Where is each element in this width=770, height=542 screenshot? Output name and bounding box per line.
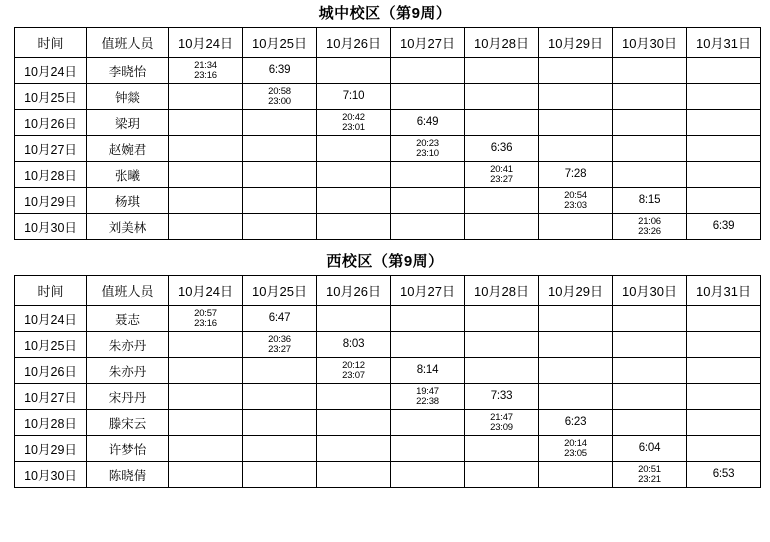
table-header-row [15,28,761,58]
duty-time-cell [317,384,391,410]
duty-time-cell [465,136,539,162]
time-value: 23:16 [194,317,217,329]
time-value: 20:58 [268,85,291,97]
time-value: 21:47 [490,411,513,423]
row-staff: 朱亦丹 [87,332,169,358]
time-slot [539,436,612,461]
duty-time-cell [465,384,539,410]
time-slot [539,162,612,187]
duty-time-cell [539,410,613,436]
duty-time-cell [391,358,465,384]
section-title: 城中校区（第9周） [318,5,452,22]
duty-time-cell [687,188,761,214]
duty-time-cell [169,188,243,214]
section-divider [14,240,756,248]
duty-time-cell [169,358,243,384]
duty-time-cell [169,58,243,84]
duty-time-cell [243,136,317,162]
duty-time-cell [391,462,465,488]
row-date: 10月29日 [15,436,87,462]
duty-time-cell [169,162,243,188]
duty-time-cell [687,436,761,462]
duty-time-cell [243,436,317,462]
duty-time-cell [169,84,243,110]
time-slot [687,214,760,239]
table-row [15,358,761,384]
time-value: 20:42 [342,111,365,123]
duty-table [14,275,761,488]
duty-time-cell [539,58,613,84]
duty-time-cell [243,110,317,136]
column-header-date: 10月29日 [539,276,613,306]
time-value: 8:03 [342,338,365,351]
duty-time-cell [465,162,539,188]
section-title: 西校区（第9周） [326,253,444,270]
duty-time-cell [613,358,687,384]
duty-time-cell [169,384,243,410]
duty-time-cell [243,84,317,110]
duty-time-cell [391,136,465,162]
duty-time-cell [243,410,317,436]
table-row [15,162,761,188]
duty-time-cell [391,110,465,136]
row-date: 10月26日 [15,358,87,384]
column-header-date: 10月24日 [169,276,243,306]
duty-time-cell [539,436,613,462]
row-date: 10月27日 [15,136,87,162]
row-staff: 张曦 [87,162,169,188]
duty-time-cell [465,332,539,358]
time-value: 7:33 [490,390,513,403]
duty-time-cell [687,58,761,84]
time-slot [169,306,242,331]
column-header-time: 时间 [15,276,87,306]
duty-time-cell [169,306,243,332]
table-row [15,410,761,436]
column-header-date: 10月27日 [391,28,465,58]
duty-time-cell [243,162,317,188]
duty-time-cell [465,58,539,84]
table-row [15,58,761,84]
time-value: 22:38 [416,395,439,407]
duty-time-cell [243,58,317,84]
time-slot [465,136,538,161]
time-value: 23:05 [564,447,587,459]
column-header-date: 10月27日 [391,276,465,306]
row-date: 10月25日 [15,332,87,358]
time-value: 6:23 [564,416,587,429]
time-value: 7:28 [564,168,587,181]
duty-time-cell [391,384,465,410]
duty-time-cell [169,136,243,162]
time-slot [613,214,686,239]
time-slot [539,188,612,213]
time-value: 8:15 [638,194,661,207]
duty-time-cell [687,162,761,188]
row-date: 10月30日 [15,214,87,240]
time-slot [317,332,390,357]
duty-time-cell [317,162,391,188]
duty-time-cell [317,358,391,384]
duty-time-cell [613,306,687,332]
row-staff: 杨琪 [87,188,169,214]
row-date: 10月30日 [15,462,87,488]
time-value: 23:27 [268,343,291,355]
duty-time-cell [391,188,465,214]
time-value: 23:01 [342,121,365,133]
duty-time-cell [687,136,761,162]
duty-time-cell [687,384,761,410]
duty-time-cell [243,306,317,332]
table-row [15,462,761,488]
row-staff: 许梦怡 [87,436,169,462]
duty-time-cell [465,84,539,110]
row-date: 10月26日 [15,110,87,136]
duty-time-cell [169,462,243,488]
duty-time-cell [317,214,391,240]
row-date: 10月28日 [15,410,87,436]
row-staff: 滕宋云 [87,410,169,436]
time-value: 6:39 [712,220,735,233]
column-header-date: 10月30日 [613,28,687,58]
row-staff: 李晓怡 [87,58,169,84]
duty-time-cell [539,384,613,410]
time-value: 23:10 [416,147,439,159]
duty-time-cell [169,410,243,436]
time-slot [391,136,464,161]
table-row [15,110,761,136]
duty-time-cell [687,332,761,358]
duty-time-cell [465,410,539,436]
time-value: 20:41 [490,163,513,175]
time-value: 8:14 [416,364,439,377]
time-value: 20:51 [638,463,661,475]
duty-time-cell [465,306,539,332]
time-slot [539,410,612,435]
time-value: 6:47 [268,312,291,325]
column-header-date: 10月30日 [613,276,687,306]
row-date: 10月29日 [15,188,87,214]
time-slot [465,162,538,187]
duty-time-cell [391,84,465,110]
time-value: 6:36 [490,142,513,155]
time-slot [465,384,538,409]
schedule-section [14,0,756,240]
duty-time-cell [317,462,391,488]
duty-time-cell [317,436,391,462]
time-value: 6:53 [712,468,735,481]
column-header-staff: 值班人员 [87,276,169,306]
duty-table [14,27,761,240]
duty-time-cell [391,58,465,84]
row-staff: 宋丹丹 [87,384,169,410]
duty-time-cell [687,306,761,332]
time-slot [391,384,464,409]
time-value: 23:16 [194,69,217,81]
time-slot [317,84,390,109]
duty-time-cell [687,462,761,488]
table-row [15,384,761,410]
time-value: 23:21 [638,473,661,485]
duty-time-cell [687,410,761,436]
duty-time-cell [687,110,761,136]
column-header-date: 10月26日 [317,28,391,58]
time-slot [613,436,686,461]
duty-time-cell [243,188,317,214]
time-slot [465,410,538,435]
table-row [15,306,761,332]
column-header-date: 10月24日 [169,28,243,58]
row-date: 10月24日 [15,306,87,332]
duty-time-cell [465,358,539,384]
duty-time-cell [243,384,317,410]
duty-time-cell [317,188,391,214]
table-row [15,332,761,358]
duty-time-cell [465,214,539,240]
duty-time-cell [317,110,391,136]
row-staff: 刘美林 [87,214,169,240]
row-date: 10月28日 [15,162,87,188]
duty-time-cell [391,162,465,188]
time-value: 6:49 [416,116,439,129]
duty-time-cell [613,410,687,436]
row-staff: 朱亦丹 [87,358,169,384]
time-value: 21:34 [194,59,217,71]
time-slot [687,462,760,487]
column-header-staff: 值班人员 [87,28,169,58]
table-row [15,214,761,240]
duty-time-cell [317,306,391,332]
duty-time-cell [465,110,539,136]
duty-time-cell [539,136,613,162]
duty-time-cell [391,410,465,436]
time-value: 20:54 [564,189,587,201]
time-value: 21:06 [638,215,661,227]
duty-time-cell [613,384,687,410]
time-value: 20:12 [342,359,365,371]
row-staff: 梁玥 [87,110,169,136]
time-value: 7:10 [342,90,365,103]
duty-time-cell [687,358,761,384]
column-header-date: 10月25日 [243,276,317,306]
time-slot [391,358,464,383]
duty-time-cell [391,332,465,358]
column-header-time: 时间 [15,28,87,58]
duty-time-cell [539,214,613,240]
row-staff: 陈晓倩 [87,462,169,488]
duty-time-cell [613,162,687,188]
row-date: 10月24日 [15,58,87,84]
column-header-date: 10月29日 [539,28,613,58]
duty-time-cell [317,136,391,162]
duty-time-cell [613,214,687,240]
time-slot [613,462,686,487]
time-value: 20:23 [416,137,439,149]
time-value: 23:03 [564,199,587,211]
time-value: 20:57 [194,307,217,319]
duty-time-cell [243,358,317,384]
duty-time-cell [613,110,687,136]
duty-time-cell [243,214,317,240]
table-header-row [15,276,761,306]
row-staff: 钟燚 [87,84,169,110]
duty-time-cell [465,436,539,462]
duty-time-cell [613,332,687,358]
sections-container [14,0,756,488]
column-header-date: 10月28日 [465,28,539,58]
duty-time-cell [391,306,465,332]
row-date: 10月25日 [15,84,87,110]
time-value: 23:26 [638,225,661,237]
time-slot [613,188,686,213]
time-slot [243,58,316,83]
time-value: 23:00 [268,95,291,107]
time-slot [243,84,316,109]
column-header-date: 10月28日 [465,276,539,306]
duty-time-cell [539,162,613,188]
time-slot [317,358,390,383]
column-header-date: 10月25日 [243,28,317,58]
duty-time-cell [539,332,613,358]
column-header-date: 10月26日 [317,276,391,306]
duty-time-cell [613,136,687,162]
row-staff: 赵婉君 [87,136,169,162]
time-value: 23:07 [342,369,365,381]
time-value: 23:09 [490,421,513,433]
time-value: 6:39 [268,64,291,77]
time-slot [243,332,316,357]
duty-time-cell [539,110,613,136]
row-date: 10月27日 [15,384,87,410]
time-value: 19:47 [416,385,439,397]
duty-time-cell [613,84,687,110]
time-value: 20:36 [268,333,291,345]
duty-time-cell [317,332,391,358]
duty-time-cell [317,84,391,110]
time-slot [243,306,316,331]
duty-time-cell [317,410,391,436]
duty-time-cell [317,58,391,84]
duty-time-cell [539,188,613,214]
time-value: 20:14 [564,437,587,449]
duty-time-cell [539,306,613,332]
duty-time-cell [169,214,243,240]
column-header-date: 10月31日 [687,276,761,306]
duty-time-cell [613,436,687,462]
duty-time-cell [169,110,243,136]
duty-time-cell [243,332,317,358]
time-slot [317,110,390,135]
time-slot [169,58,242,83]
duty-time-cell [539,462,613,488]
duty-time-cell [465,188,539,214]
duty-time-cell [687,84,761,110]
duty-time-cell [243,462,317,488]
table-row [15,84,761,110]
schedule-section [14,248,756,488]
time-value: 6:04 [638,442,661,455]
duty-time-cell [687,214,761,240]
duty-time-cell [539,84,613,110]
time-value: 23:27 [490,173,513,185]
duty-time-cell [613,188,687,214]
row-staff: 聂志 [87,306,169,332]
duty-time-cell [169,332,243,358]
duty-time-cell [539,358,613,384]
column-header-date: 10月31日 [687,28,761,58]
duty-time-cell [391,436,465,462]
table-row [15,188,761,214]
duty-time-cell [613,58,687,84]
duty-time-cell [465,462,539,488]
time-slot [391,110,464,135]
duty-time-cell [613,462,687,488]
duty-time-cell [391,214,465,240]
table-row [15,136,761,162]
duty-time-cell [169,436,243,462]
table-row [15,436,761,462]
